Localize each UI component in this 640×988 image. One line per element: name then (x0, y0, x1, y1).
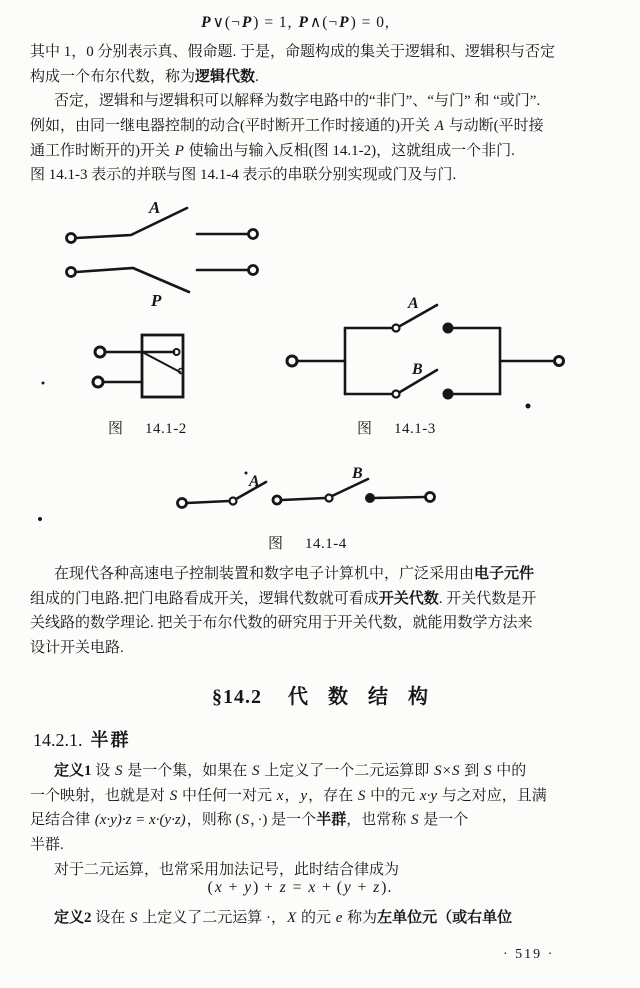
text-line (30, 611, 614, 636)
text-run: 设计开关电路. (30, 640, 124, 657)
caption-number: 14.1-2 (145, 421, 187, 437)
text-run: S (169, 787, 178, 804)
fig4-series-circuit (178, 465, 435, 508)
caption-prefix: 图 (357, 421, 373, 437)
text-line (30, 40, 614, 65)
text-run: 中任何一对元 (178, 787, 276, 804)
switch-label-b: B (412, 361, 423, 378)
text-run: 其中 1，0 分别表示真、假命题. 于是，命题构成的集关于逻辑和、逻辑积与否定 (30, 44, 556, 60)
text-run: ∨(¬ (212, 14, 241, 31)
text-line (30, 139, 614, 164)
text-run: 足结合律 (30, 812, 94, 829)
text-line (30, 89, 614, 114)
text-run: 在现代各种高速电子控制装置和数字电子计算机中，广泛采用由 (54, 566, 475, 582)
switch-label-a: A (149, 198, 161, 217)
text-run: 上定义了一个二元运算即 (260, 763, 434, 779)
text-run: 的元 (297, 910, 335, 926)
text-run: ( (207, 879, 214, 896)
text-run: ) = 1, (253, 14, 298, 31)
paragraph-definition-2 (30, 906, 614, 931)
text-run: (x·y)·z = x·(y·z) (94, 812, 186, 829)
figure-caption-14-1-3 (357, 417, 436, 438)
caption-prefix: 图 (268, 536, 284, 552)
switch-label-b: B (352, 465, 363, 482)
text-run: ) = 0, (350, 14, 390, 31)
text-run: 逻辑代数 (195, 68, 256, 85)
text-run: y (244, 879, 253, 896)
text-run: ，·) 是一个 (249, 812, 317, 829)
text-line (30, 759, 614, 784)
text-run: 与之对应，且满 (438, 787, 547, 804)
figure-caption-14-1-2 (108, 417, 187, 438)
text-line (30, 808, 614, 833)
text-run: S (452, 763, 460, 779)
text-run: 组成的门电路.把门电路看成开关，逻辑代数就可看成 (30, 590, 379, 607)
text-run: y (300, 787, 308, 804)
text-line (30, 833, 614, 858)
page-number: · 519 · (503, 947, 555, 962)
text-line (30, 562, 614, 587)
section-title: 代 数 结 构 (288, 686, 428, 708)
text-run: ). (381, 879, 393, 896)
switch-label-a: A (408, 295, 419, 312)
text-run: S (410, 812, 419, 829)
text-line (30, 636, 614, 661)
figure-caption-14-1-4 (268, 532, 347, 553)
text-run: z (373, 879, 381, 896)
text-run: = (287, 879, 308, 896)
text-run: 例如，由同一继电器控制的动合(平时断开工作时接通的)开关 (30, 118, 434, 135)
text-run: ) + (253, 879, 279, 896)
text-run: x (308, 879, 317, 896)
text-run: 电子元件 (474, 566, 535, 582)
paragraph-switch-algebra (30, 562, 614, 661)
text-run: 构成一个布尔代数，称为 (30, 68, 196, 85)
formula-associativity (0, 879, 600, 897)
text-line (30, 784, 614, 809)
text-run: z (279, 879, 287, 896)
text-run: e (335, 910, 343, 926)
text-line (30, 114, 614, 139)
text-run: × (442, 763, 452, 779)
circuit-figures (0, 195, 640, 555)
caption-number: 14.1-4 (305, 536, 347, 552)
fig3-parallel-circuit (287, 295, 564, 399)
scan-speck (42, 382, 45, 385)
text-run: 左单位元（或右单位 (377, 910, 513, 926)
text-run: 定义2 (54, 910, 92, 926)
text-run: 否定，逻辑和与逻辑积可以解释为数字电路中的“非门”、“与门” 和 “或门”. (54, 93, 541, 110)
text-run: ，存在 (308, 787, 357, 804)
text-run: 定义1 (54, 763, 92, 779)
text-run: 通工作时断开的)开关 (30, 142, 174, 159)
text-run: 设 (91, 763, 115, 779)
caption-prefix: 图 (108, 421, 124, 437)
scan-speck (526, 404, 531, 409)
text-run: P (339, 14, 350, 31)
text-run: 上定义了二元运算 ·， (138, 910, 287, 926)
text-run: 与动断(平时接 (444, 118, 544, 135)
subsection-title: 半群 (90, 730, 131, 750)
text-run: + (352, 879, 373, 896)
text-run: 对于二元运算，也常采用加法记号，此时结合律成为 (54, 861, 400, 878)
text-run: + ( (317, 879, 343, 896)
text-run: ，也常称 (346, 812, 410, 829)
text-run: x (276, 787, 284, 804)
text-run: 中的 (492, 763, 527, 779)
text-run: ，则称 ( (186, 812, 241, 829)
formula-complement-laws (0, 13, 590, 32)
text-run: S (115, 763, 123, 779)
text-run: S (241, 812, 249, 829)
section-number: §14.2 (212, 686, 262, 708)
paragraph-logic-algebra (30, 40, 614, 188)
text-run: x (214, 879, 223, 896)
text-run: 是一个集，如果在 (123, 763, 252, 779)
switch-label-p: P (151, 291, 162, 310)
text-run: S (484, 763, 492, 779)
text-run: 关线路的数学理论. 把关于布尔代数的研究用于开关代数，就能用数学方法来 (30, 615, 533, 632)
text-run: 称为 (343, 910, 378, 926)
switch-label-a: A (249, 473, 260, 490)
text-run: 半群 (316, 812, 347, 829)
text-run: 半群. (30, 837, 64, 854)
text-run: A (434, 118, 444, 135)
text-run: 设在 (91, 910, 130, 926)
text-run: x·y (419, 787, 437, 804)
text-run: P (201, 14, 212, 31)
text-run: 是一个 (419, 812, 469, 829)
text-run: P (298, 14, 309, 31)
text-run: 使输出与输入反相(图 14.1-2)，这就组成一个非门. (184, 142, 515, 159)
text-run: 中的元 (366, 787, 419, 804)
fig2-switch-a (67, 198, 258, 243)
text-line (30, 587, 614, 612)
text-run: S (252, 763, 260, 779)
text-run: S (434, 763, 442, 779)
text-run: 图 14.1-3 表示的并联与图 14.1-4 表示的串联分别实现或门及与门. (30, 167, 457, 184)
subsection-heading (33, 726, 131, 752)
text-run: . 开关代数是开 (438, 590, 537, 607)
section-heading (0, 680, 640, 709)
text-run: ∧(¬ (309, 14, 339, 31)
text-line (30, 163, 614, 188)
scan-speck (38, 517, 42, 521)
scan-speck (245, 472, 248, 475)
text-run: 到 (460, 763, 484, 779)
text-line (30, 65, 614, 90)
text-run: P (174, 142, 184, 159)
fig2-relay-box (93, 335, 184, 397)
text-run: S (130, 910, 138, 926)
text-line (30, 906, 614, 931)
text-run: . (255, 68, 259, 85)
caption-number: 14.1-3 (394, 421, 436, 437)
subsection-number: 14.2.1. (33, 730, 83, 750)
text-run: 开关代数 (378, 590, 439, 607)
text-run: S (357, 787, 366, 804)
text-run: P (241, 14, 253, 31)
text-run: y (343, 879, 352, 896)
paragraph-definition-1 (30, 759, 614, 882)
text-run: 一个映射，也就是对 (30, 787, 169, 804)
fig2-switch-p (67, 266, 258, 311)
text-run: ， (284, 787, 300, 804)
text-run: + (223, 879, 244, 896)
text-run: X (287, 910, 297, 926)
